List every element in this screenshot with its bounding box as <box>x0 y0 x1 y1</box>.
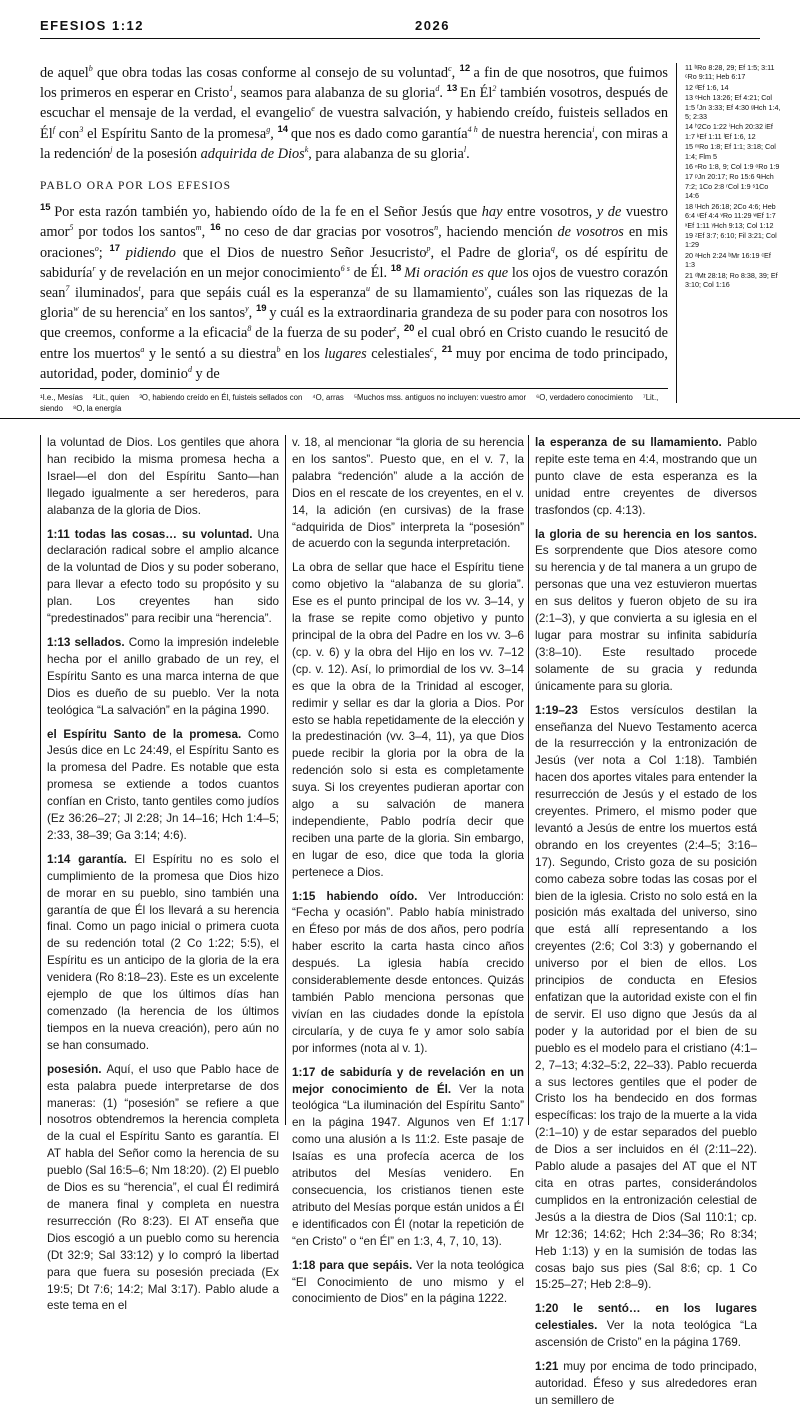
reference-marker: t <box>138 284 141 294</box>
scripture-text-run: también vosotros, después de escuchar el mensaje de la verdad, el evangelio <box>40 85 668 122</box>
commentary-note <box>535 527 757 696</box>
cross-reference-entry: 21 ᵈMt 28:18; Ro 8:38, 39; Ef 3:10; Col 1:16 <box>685 270 778 289</box>
scripture-text-run: y le sentó a su diestra <box>144 345 277 362</box>
footnote: ²Lit., quien <box>92 393 130 402</box>
running-header <box>40 18 760 40</box>
scripture-italic-run: adquirida de Dios <box>200 145 305 162</box>
reference-marker: c <box>430 344 434 354</box>
scripture-italic-run: lugares <box>324 345 367 362</box>
cross-reference-entry: 19 ᶻEf 3:7; 6:10; Fil 3:21; Col 1:29 <box>685 230 777 250</box>
reference-marker: c <box>448 64 452 74</box>
scripture-text-run: de vuestra salvación, y habiendo creído, fuisteis sellados en Él <box>40 105 668 142</box>
reference-marker: 4 h <box>467 124 478 134</box>
reference-marker: d <box>435 84 440 94</box>
scripture-italic-run: pidiendo <box>125 244 176 261</box>
note-body: v. 18, al mencionar “la gloria de su herencia en los santos”. Puesto que, en el v. 7, la palabra “redención” alude a la acción de Dios en el rescate de los creyentes, en el v. 14, la adición (en cursivas) de la frase “adquirida de Dios” interpreta la “posesión” de acuerdo con la segunda interpretación. <box>292 436 524 551</box>
scripture-text-run: , para que sepáis cuál es la esperanza <box>140 285 366 302</box>
scripture-text-run: vuestro amor <box>40 204 668 241</box>
commentary-column-3 <box>528 435 758 1407</box>
scripture-text-run: , os dé espíritu de sabiduría <box>40 244 668 281</box>
verse-number: 19 <box>255 303 270 315</box>
scripture-text-run: , con miras a la redención <box>40 125 668 162</box>
reference-marker: x <box>164 304 169 314</box>
commentary-column-1 <box>40 435 279 1313</box>
translation-footnotes <box>40 393 668 414</box>
cross-reference-entry: 20 ᵃHch 2:24 ᵇMr 16:19 ᶜEf 1:3 <box>685 250 771 270</box>
reference-marker: 3 <box>79 124 84 134</box>
reference-marker: e <box>311 104 315 114</box>
verse-number: 13 <box>446 83 460 95</box>
cross-reference-entry: 12 ᵈEf 1:6, 14 <box>685 82 729 92</box>
scripture-paragraph-1 <box>40 63 668 164</box>
footnote-rule <box>40 388 668 389</box>
scripture-text-run: , haciendo mención <box>438 224 558 241</box>
scripture-text-run: en mis oraciones <box>40 224 668 261</box>
scripture-italic-run: y de <box>596 204 622 221</box>
scripture-text-run: de Él. <box>349 264 391 281</box>
scripture-text-run: , <box>396 325 404 342</box>
section-heading: PABLO ORA POR LOS EFESIOS <box>40 180 232 193</box>
commentary-note <box>535 703 757 1295</box>
note-title: 1:19–23 <box>535 703 590 717</box>
reference-marker: n <box>434 223 439 233</box>
reference-marker: i <box>592 124 595 134</box>
commentary-note <box>292 435 524 553</box>
header-reference: EFESIOS 1:12 <box>40 18 144 33</box>
reference-marker: r <box>92 264 96 274</box>
reference-marker: b <box>88 64 93 74</box>
note-body: Ver la nota teológica “La iluminación del Espíritu Santo” en la página 1947. Algunos ven Ef 1:17 como una alusión a Is 11:2. Este pasaje de Isaías es una profecía acerca de los atributos del Mesías venidero. En consecuencia, los cristianos tienen este atributo del Mesías porque están unidos a Él e identificados con Él (notar la repetición de “en Cristo” o “en Él” en 1:3, 4, 7, 10, 13). <box>292 1082 524 1248</box>
scripture-paragraph-2 <box>40 202 668 384</box>
scripture-text-run: de su herencia <box>78 305 165 322</box>
cross-reference-entry: 15 ᵐRo 1:8; Ef 1:1; 3:18; Col 1:4; Flm 5 <box>685 142 776 161</box>
note-body: Ver Introducción: “Fecha y ocasión”. Pablo había ministrado en Éfeso por más de dos años, pero podría haber escrito la carta hasta cinco años después. La iglesia había crecido considerablemente desde entonces. Quizás también Pablo menciona personas que vivían en las ciudades donde la epístola circularía, y de cuya fe y amor solo sabía por informes (nota al v. 1). <box>292 889 524 1055</box>
scripture-text-run: , el Padre de gloria <box>430 244 551 261</box>
scripture-text-run: a fin de que nosotros, que fuimos los primeros en esperar en Cristo <box>40 65 668 102</box>
scripture-text-run: el Espíritu Santo de la promesa <box>83 125 267 142</box>
reference-marker: 6 s <box>340 264 350 274</box>
scripture-text-run: entre vosotros, <box>502 204 597 221</box>
scripture-text-run: que obra todas las cosas conforme al consejo de su voluntad <box>92 65 449 81</box>
verse-number: 16 <box>210 222 225 234</box>
reference-marker: b <box>276 344 281 354</box>
reference-marker: q <box>550 243 555 253</box>
note-body: El Espíritu no es solo el cumplimiento de la promesa que Dios hizo de morar en su pueblo, sino también una garantía de que Él los llevará a su herencia final. Como un pago inicial o primera cuota de su redención total (2 Co 1:22; 5:5), el Espíritu es un anticipo de la gloria de la era venidera (Ro 8:18–23). Este es un excelente ejemplo de que los últimos días han comenzado (la herencia de los últimos tiempos en la nueva creación), pero aún no se han consumado. <box>47 852 279 1052</box>
reference-marker: m <box>195 223 202 233</box>
verse-number: 21 <box>441 343 456 355</box>
scripture-text-run: de aquel <box>40 65 89 81</box>
commentary-note <box>535 435 757 520</box>
note-title: 1:13 sellados. <box>47 635 129 649</box>
note-title: 1:14 garantía. <box>47 852 135 866</box>
scripture-text-run: , <box>248 305 256 322</box>
commentary-column-2 <box>285 435 524 1306</box>
note-body: Como Jesús dice en Lc 24:49, el Espíritu Santo es la promesa del Padre. Es notable que esta promesa se extiende a todos cuantos confían en Cristo, tanto gentiles como judíos (Ez 36:26–27; Jl 2:28; Jn 14–16; Hch 1:4–5; 2:33, 38–39; Ga 3:14; 4:6). <box>47 727 279 842</box>
commentary-note <box>292 1065 524 1251</box>
note-title: 1:18 para que sepáis. <box>292 1258 417 1272</box>
cross-reference-entry: 16 ⁿRo 1:8, 9; Col 1:9 ᵒRo 1:9 <box>685 162 780 172</box>
scripture-text-run: , seamos para alabanza de su gloria <box>233 85 436 102</box>
commentary-note <box>535 1359 757 1410</box>
scripture-text-run: de su llamamiento <box>370 285 485 302</box>
footnote: ⁴O, arras <box>312 393 344 402</box>
commentary-note <box>292 560 524 881</box>
note-body: Pablo repite este tema en 4:4, mostrando que un punto clave de esta esperanza es la unidad entre creyentes de diversos trasfondos (cp. 4:13). <box>535 436 757 517</box>
verse-number: 20 <box>403 323 418 335</box>
verse-number: 18 <box>390 263 405 275</box>
cross-reference-entry: 18 ᵗHch 26:18; 2Co 4:6; Heb 6:4 ᵘEf 4:4 ᵛRo 11:29 ʷEf 1:7 ˣEf 1:11 ʸHch 9:13; Col 1:12 <box>685 201 776 230</box>
scripture-text-run: que el Dios de nuestro Señor Jesucristo <box>175 244 427 261</box>
note-title: el Espíritu Santo de la promesa. <box>47 727 248 741</box>
commentary-note <box>47 852 279 1055</box>
note-body: la voluntad de Dios. Los gentiles que ahora han recibido la misma promesa hecha a Israel—el don del Espíritu Santo—han llegado igualmente a ser herederos, para alabanza de la gloria de Dios. <box>47 436 279 517</box>
reference-marker: o <box>94 243 99 253</box>
scripture-text-run: los ojos de vuestro corazón sean <box>40 264 668 302</box>
scripture-text-run: en los <box>280 345 325 362</box>
note-body: La obra de sellar que hace el Espíritu tiene como objetivo la “alabanza de su gloria”. Ese es el punto principal de los vv. 3–14, y la frase se repite como objetivo y punto principal de la obra del Padre en los vv. 3–6 (cp. v. 6) y la obra del Hijo en los vv. 7–12 (cp. v. 12). Así, lo primordial de los vv. 3–14 es que la obra de la Trinidad al escoger, redimir y sellar es dar la gloria a Dios. Por esto se habla repetidamente de la elección y la predestinación (vv. 3–4, 11), ya que Dios puede recibir la gloria por la obra de la redención solo si esta es completamente suya. Si los creyentes pudieran aportar con algo a su salvación de manera independiente, Pablo podría decir que reciben una parte de la gloria. Sin embargo, en lugar de eso, dice que toda la gloria pertenece a Dios. <box>292 561 524 879</box>
reference-marker: d <box>187 365 192 375</box>
footnote: ⁷Lit., siendo <box>40 393 659 413</box>
reference-marker: k <box>304 145 309 155</box>
footnote: ⁵Muchos mss. antiguos no incluyen: vuestro amor <box>353 393 527 402</box>
scripture-text-run: ; <box>98 244 110 261</box>
note-body: Como la impresión indeleble hecha por el anillo grabado de un rey, el Espíritu Santo es una marca interna de que Dios es dueño de su pueblo. Ver la nota teológica “La salvación” en la página 1990. <box>47 635 279 717</box>
footnote: ⁸O, la energía <box>72 403 122 413</box>
scripture-text-run: y cuál es la extraordinaria grandeza de su poder para con nosotros los que creemos, conforme a la eficacia <box>40 305 668 342</box>
scripture-text-run: de la fuerza de su poder <box>251 325 394 342</box>
header-rule <box>40 38 760 39</box>
verse-number: 15 <box>40 202 55 214</box>
scripture-text-run: de la posesión <box>112 145 201 162</box>
scripture-text-run: y de <box>191 365 220 382</box>
commentary-note <box>292 1258 524 1309</box>
commentary-note <box>535 1301 757 1352</box>
reference-marker: u <box>366 284 370 294</box>
footnote: ³O, habiendo creído en Él, fuisteis sellados con <box>139 393 303 402</box>
commentary-note <box>47 1062 279 1316</box>
note-body: Es sorprendente que Dios atesore como su herencia y de tal manera a un grupo de personas que una vez estuvieron muertas en sus delitos y fueron objeto de su ira (2:1–3), y que convierta a su iglesia en el lugar para mostrar su infinita sabiduría (3:8–10). Este resultado procede solamente de su gracia y redunda únicamente para su gloria. <box>535 544 757 693</box>
note-title: la gloria de su herencia en los santos. <box>535 527 757 541</box>
scripture-italic-run: hay <box>481 204 503 221</box>
scripture-text-run: que nos es dado como garantía <box>290 125 468 142</box>
reference-marker: w <box>73 304 79 314</box>
note-title: 1:11 todas las cosas… su voluntad. <box>47 527 258 541</box>
note-title: 1:20 le sentó… en los lugares celestiales. <box>535 1302 757 1333</box>
scripture-text-run: por todos los santos <box>73 224 196 241</box>
reference-marker: y <box>245 304 249 314</box>
verse-number: 17 <box>109 242 126 254</box>
commentary-divider <box>0 418 800 419</box>
reference-marker: 2 <box>492 84 497 94</box>
reference-marker: l <box>463 145 467 155</box>
scripture-text-run: el cual obró en Cristo cuando le resucitó de entre los muertos <box>40 325 668 362</box>
scripture-text-run: celestiales <box>366 345 431 362</box>
scripture-text-run: con <box>54 125 80 142</box>
verse-number: 14 <box>277 123 291 135</box>
note-body: Ver la nota teológica “El Conocimiento de uno mismo y el conocimiento de Dios” en la página 1222. <box>292 1258 524 1306</box>
scripture-text-run: y de revelación en un mejor conocimiento <box>95 264 341 281</box>
scripture-text-run: , <box>451 65 460 81</box>
note-body: Estos versículos destilan la enseñanza del Nuevo Testamento acerca de la resurrección y la entronización de Jesús (ver nota a Col 1:18). También hacen dos aportes vitales para entender la resurrección de Jesús y el estado de los creyentes. Primero, el mismo poder que levantó a Jesús de entre los muertos está obrando en los creyentes (2:4–5; 3:16–17). Segundo, Cristo goza de su posición como cabeza sobre todas las cosas por el bien de la iglesia. Cristo no solo está en la posición más exaltada del universo, sino que está allí representando a los creyentes (2:6; Col 3:3) y gobernando el universo por el bien de ellos. Los principios de conducta en Efesios enfatizan que la autoridad existe con el fin de servir. El uso digno que Jesús da al poder y la autoridad por el bien de su pueblo es el modelo para el cristiano (4:1–2, 7–13; 4:32–5:2, 22–33). Pablo recuerda a sus lectores gentiles que el poder de Cristo los ha bendecido en dos formas específicas: los trajo de la muerte a la vida (2:1–10) y de estar separados del pueblo de Dios a ser incluidos en él (2:11–22). Pablo alude a pasajes del AT que el NT cita en otras partes, considerándolos cumplidos en la entronización celestial de Jesús a la diestra de Dios (Sal 110:1; cp. Mr 12:36; 14:62; Hch 2:34–36; Ro 8:34; Heb 1:13) y en la sumisión de todas las cosas bajo sus pies (Sal 8:6; cp. 1 Co 15:25–27; Heb 2:8–9). <box>535 703 758 1292</box>
cross-reference-entry: 13 ᵉHch 13:26; Ef 4:21; Col 1:5 ᶠJn 3:33; Ef 4:30 ᵍHch 1:4, 5; 2:33 <box>685 93 781 122</box>
commentary-note <box>47 635 279 720</box>
scripture-text-run: , <box>433 345 442 362</box>
commentary-note <box>47 435 279 520</box>
note-body: Una declaración radical sobre el amplio alcance de la voluntad de Dios y su poder soberano, para llevar a efecto todo su propósito y su plan. Los creyentes han sido “predestinados” para recibir una “herencia”. <box>47 527 279 626</box>
page-number: 2026 <box>415 18 450 33</box>
cross-reference-entry: 11 ᵇRo 8:28, 29; Ef 1:5; 3:11 ᶜRo 9:11; Heb 6:17 <box>685 63 775 82</box>
scripture-italic-run: Mi oración es que <box>404 264 509 281</box>
scripture-text-run: no ceso de dar gracias por vosotros <box>224 224 435 241</box>
reference-marker: 5 <box>69 223 74 233</box>
cross-reference-column <box>676 63 781 403</box>
scripture-text-run: . <box>466 145 470 162</box>
reference-marker: z <box>393 324 397 334</box>
scripture-text-run: en los santos <box>168 305 246 322</box>
reference-marker: 7 <box>65 284 70 294</box>
scripture-text-run: En Él <box>460 85 493 102</box>
note-body: muy por encima de todo principado, autoridad. Éfeso y sus alrededores eran un semillero de <box>535 1360 757 1407</box>
scripture-text-run: , para alabanza de su gloria <box>308 145 464 162</box>
commentary-note <box>292 889 524 1058</box>
note-title: 1:15 habiendo oído. <box>292 889 429 903</box>
scripture-text-run: , <box>201 224 211 241</box>
commentary-note <box>47 527 279 628</box>
footnote: ¹I.e., Mesías <box>40 393 83 402</box>
reference-marker: 8 <box>247 324 252 334</box>
reference-marker: v <box>484 284 488 294</box>
note-title: la esperanza de su llamamiento. <box>535 436 728 449</box>
scripture-text <box>40 63 668 384</box>
note-title: 1:17 de sabiduría y de revelación en un mejor conocimiento de Él. <box>292 1065 524 1096</box>
verse-number: 12 <box>459 63 474 75</box>
footnote: ⁶O, verdadero conocimiento <box>536 393 633 402</box>
scripture-text-run: , <box>270 125 278 142</box>
scripture-text-run: muy por encima de todo principado, autoridad, poder, dominio <box>40 345 668 382</box>
reference-marker: j <box>110 145 113 155</box>
reference-marker: g <box>266 124 271 134</box>
cross-reference-entry: 14 ʰ2Co 1:22 ⁱHch 20:32 ʲEf 1:7 ᵏEf 1:11 ˡEf 1:6, 12 <box>685 122 773 141</box>
scripture-text-run: Por esta razón también yo, habiendo oído de la fe en el Señor Jesús que <box>54 204 482 221</box>
reference-marker: a <box>140 344 145 354</box>
scripture-italic-run: de vosotros <box>557 224 624 241</box>
note-title: posesión. <box>47 1062 107 1076</box>
scripture-text-run: iluminados <box>69 285 139 302</box>
reference-marker: 1 <box>229 84 234 94</box>
note-body: Ver la nota teológica “La ascensión de Cristo” en la página 1769. <box>535 1319 757 1350</box>
note-title: 1:21 <box>535 1360 564 1374</box>
cross-reference-entry: 17 ᵖJn 20:17; Ro 15:6 ᑫHch 7:2; 1Co 2:8 ʳCol 1:9 ˢ1Co 14:6 <box>685 172 774 201</box>
scripture-text-run: . <box>439 85 447 102</box>
note-body: Aquí, el uso que Pablo hace de esta palabra puede interpretarse de dos maneras: (1) “posesión” se refiere a que nosotros obtendremos la herencia completa de la cual el Espíritu Santo es garantía. El AT habla del Señor como la herencia de su pueblo (Sal 16:5–6; Nm 18:20). (2) El pueblo de Dios es su “herencia”, el cual Él redimirá de manera final y completa en nuestra resurrección (Ro 8:23). El AT enseña que Dios escogió a un pueblo como su herencia (Dt 32:9; Sal 33:12) y lo compró la libertad para que fuera su posesión preciada (Ex 19:5; Dt 7:6; 14:2; Mal 3:17). Pablo alude a este tema en el <box>47 1062 279 1313</box>
scripture-text-run: , cuáles son las riquezas de la gloria <box>40 285 668 322</box>
commentary-note <box>47 727 279 845</box>
scripture-text-run: de nuestra herencia <box>477 125 593 142</box>
reference-marker: f <box>52 124 55 134</box>
reference-marker: p <box>426 243 431 253</box>
